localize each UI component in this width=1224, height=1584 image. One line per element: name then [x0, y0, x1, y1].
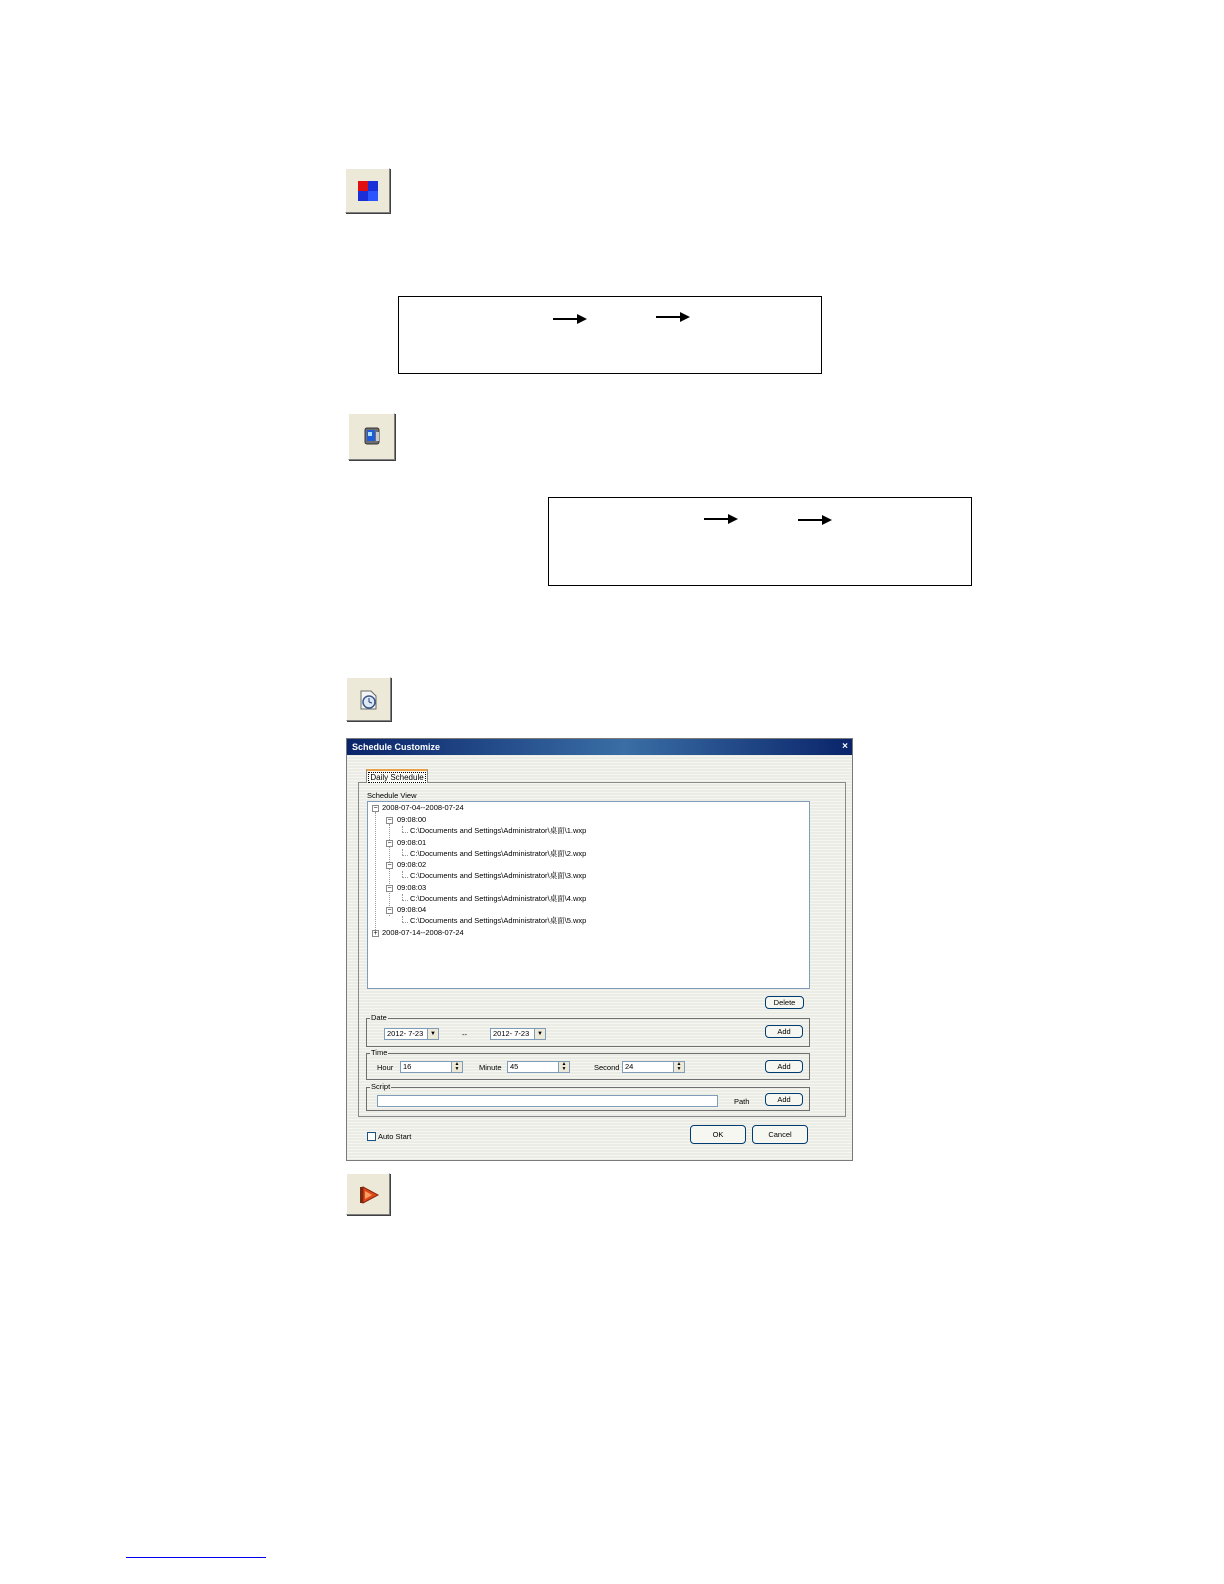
auto-start-label: Auto Start [378, 1132, 412, 1141]
delete-button[interactable]: Delete [765, 996, 804, 1009]
date-to-value: 2012- 7-23 [493, 1029, 530, 1038]
date-add-button[interactable]: Add [765, 1025, 803, 1038]
tree-node-date-range[interactable]: 2008-07-14--2008-07-24 [382, 928, 464, 937]
tab-daily-schedule[interactable] [366, 769, 428, 783]
collapse-icon[interactable]: − [387, 907, 392, 914]
chevron-down-icon[interactable]: ▼ [427, 1029, 438, 1039]
schedule-tree-view[interactable] [367, 801, 810, 989]
tree-node-path[interactable]: C:\Documents and Settings\Administrator\桌面\4.wxp [410, 894, 587, 903]
time-add-button[interactable]: Add [765, 1060, 803, 1073]
collapse-icon[interactable]: − [387, 862, 392, 869]
tree-node-path[interactable]: C:\Documents and Settings\Administrator\桌面\5.wxp [410, 916, 587, 925]
second-label: Second [594, 1063, 620, 1072]
color-squares-button[interactable] [345, 168, 390, 213]
second-value: 24 [625, 1062, 634, 1071]
spin-arrows-icon[interactable]: ▲ ▼ [673, 1062, 684, 1072]
monitor-speaker-button[interactable] [348, 413, 395, 460]
tree-node-time[interactable]: 09:08:01 [397, 838, 427, 847]
collapse-icon[interactable]: − [387, 817, 392, 824]
tab-label: Daily Schedule [370, 773, 424, 782]
date-group [366, 1013, 810, 1047]
script-add-button[interactable]: Add [765, 1093, 803, 1106]
second-spinner[interactable] [622, 1061, 685, 1073]
spin-arrows-icon[interactable]: ▲ ▼ [558, 1062, 569, 1072]
hour-value: 16 [403, 1062, 412, 1071]
monitor-speaker-icon [359, 424, 385, 450]
minute-spinner[interactable] [507, 1061, 570, 1073]
arrow-right-icon [704, 513, 740, 525]
minute-value: 45 [510, 1062, 519, 1071]
dialog-title: Schedule Customize [352, 742, 441, 752]
tree-node-time[interactable]: 09:08:03 [397, 883, 427, 892]
collapse-icon[interactable]: − [373, 805, 378, 812]
script-group-caption: Script [371, 1082, 391, 1091]
arrow-right-icon [656, 311, 692, 323]
expand-icon[interactable]: + [373, 930, 378, 937]
chevron-down-icon[interactable]: ▼ [534, 1029, 545, 1039]
collapse-icon[interactable]: − [387, 885, 392, 892]
auto-start-checkbox[interactable] [367, 1132, 376, 1141]
annotation-box-1 [398, 296, 822, 374]
tree-node-path[interactable]: C:\Documents and Settings\Administrator\桌面\1.wxp [410, 826, 587, 835]
annotation-box-2 [548, 497, 972, 586]
close-icon[interactable]: × [842, 741, 848, 752]
date-group-caption: Date [371, 1013, 387, 1022]
footer-rule [126, 1557, 266, 1558]
schedule-customize-dialog [346, 738, 853, 1161]
ok-button[interactable]: OK [690, 1125, 746, 1144]
script-group [366, 1082, 810, 1111]
date-separator: -- [462, 1030, 467, 1039]
tree-node-date-range[interactable]: 2008-07-04--2008-07-24 [382, 803, 464, 812]
date-from-value: 2012- 7-23 [387, 1029, 424, 1038]
arrow-right-icon [553, 313, 589, 325]
play-button[interactable] [346, 1173, 390, 1215]
script-path-input[interactable] [377, 1095, 718, 1107]
color-squares-icon [356, 179, 380, 203]
tree-node-path[interactable]: C:\Documents and Settings\Administrator\桌面\2.wxp [410, 849, 587, 858]
cancel-button[interactable]: Cancel [752, 1125, 808, 1144]
time-group-caption: Time [371, 1048, 388, 1057]
minute-label: Minute [479, 1063, 502, 1072]
arrow-right-icon [798, 514, 834, 526]
date-to-picker[interactable] [490, 1028, 546, 1040]
date-from-picker[interactable] [384, 1028, 439, 1040]
collapse-icon[interactable]: − [387, 840, 392, 847]
schedule-button[interactable] [346, 677, 391, 721]
tree-node-time[interactable]: 09:08:04 [397, 905, 427, 914]
time-group [366, 1048, 810, 1080]
play-flag-icon [358, 1184, 380, 1206]
spin-arrows-icon[interactable]: ▲ ▼ [451, 1062, 462, 1072]
tree-node-time[interactable]: 09:08:02 [397, 860, 427, 869]
tree-node-path[interactable]: C:\Documents and Settings\Administrator\桌面\3.wxp [410, 871, 587, 880]
hour-spinner[interactable] [400, 1061, 463, 1073]
tree-node-time[interactable]: 09:08:00 [397, 815, 427, 824]
hour-label: Hour [377, 1063, 394, 1072]
dialog-title-bar [347, 739, 852, 755]
schedule-view-label: Schedule View [367, 791, 417, 800]
clock-document-icon [357, 688, 381, 712]
path-label: Path [734, 1097, 750, 1106]
